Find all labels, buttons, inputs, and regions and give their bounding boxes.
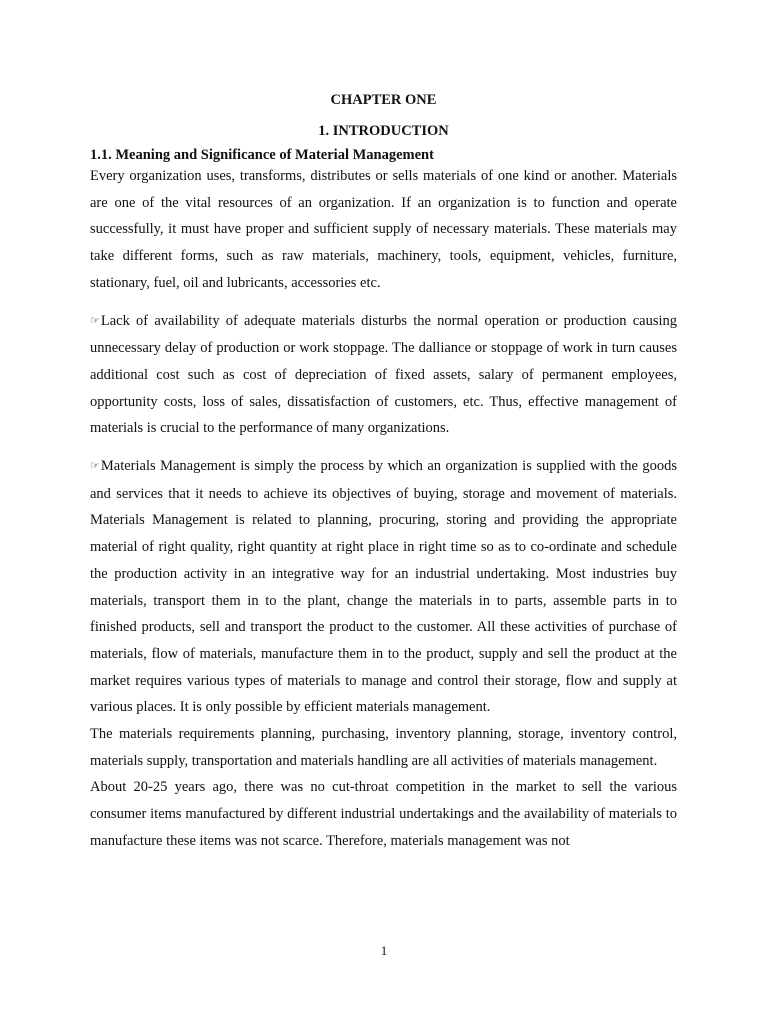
paragraph-text: Every organization uses, transforms, distributes or sells materials of one kind or another. Materials are one of the vital resources of an organization. If an organization is to function and operate successfully, it must have proper and sufficient supply of necessary materials. These materials may take different forms, such as raw materials, machinery, tools, equipment, vehicles, furniture, stationary, fuel, oil and lubricants, accessories etc. (90, 168, 677, 291)
chapter-title: CHAPTER ONE (330, 92, 437, 108)
paragraph-text: Materials Management is simply the process by which an organization is supplied with the goods and services that it needs to achieve its objectives of buying, storage and movement of materials. Materials Management is related to planning, procuring, storing and providing the appropriate material of right quality, right quantity at right place in right time so as to co-ordinate and schedule the production activity in an integrative way for an industrial undertaking. Most industries buy materials, transport them in to the plant, change the materials in to parts, assemble parts in to finished products, sell and transport the product to the customer. All these activities of purchase of materials, flow of materials, manufacture them in to the product, supply and sell the product at the market requires various types of materials to manage and control their storage, flow and supply at various places. It is only possible by efficient materials management. (90, 458, 677, 716)
subsection-title: 1.1. Meaning and Significance of Material Management (90, 147, 434, 163)
paragraph-history (90, 774, 677, 854)
pointing-hand-icon: ☞ (90, 459, 100, 473)
paragraph-text: Lack of availability of adequate materials disturbs the normal operation or production causing unnecessary delay of production or work stoppage. The dalliance or stoppage of work in turn causes additional cost such as cost of depreciation of fixed assets, salary of permanent employees, opportunity costs, loss of sales, dissatisfaction of customers, etc. Thus, effective management of materials is crucial to the performance of many organizations. (90, 312, 677, 437)
paragraph-text: About 20-25 years ago, there was no cut-throat competition in the market to sell the various consumer items manufactured by different industrial undertakings and the availability of materials to manufacture these items was not scarce. Therefore, materials management was not (90, 779, 677, 849)
pointing-hand-icon: ☞ (90, 313, 100, 327)
paragraph-text: The materials requirements planning, purchasing, inventory planning, storage, inventory control, materials supply, transportation and materials handling are all activities of materials management. (90, 726, 677, 769)
paragraph-lack-of-materials (90, 308, 677, 443)
document-page (90, 90, 677, 855)
paragraph-intro (90, 163, 677, 297)
page-number: 1 (380, 943, 388, 958)
paragraph-activities (90, 721, 677, 774)
section-title: 1. INTRODUCTION (318, 123, 449, 139)
paragraph-materials-management (90, 453, 677, 721)
